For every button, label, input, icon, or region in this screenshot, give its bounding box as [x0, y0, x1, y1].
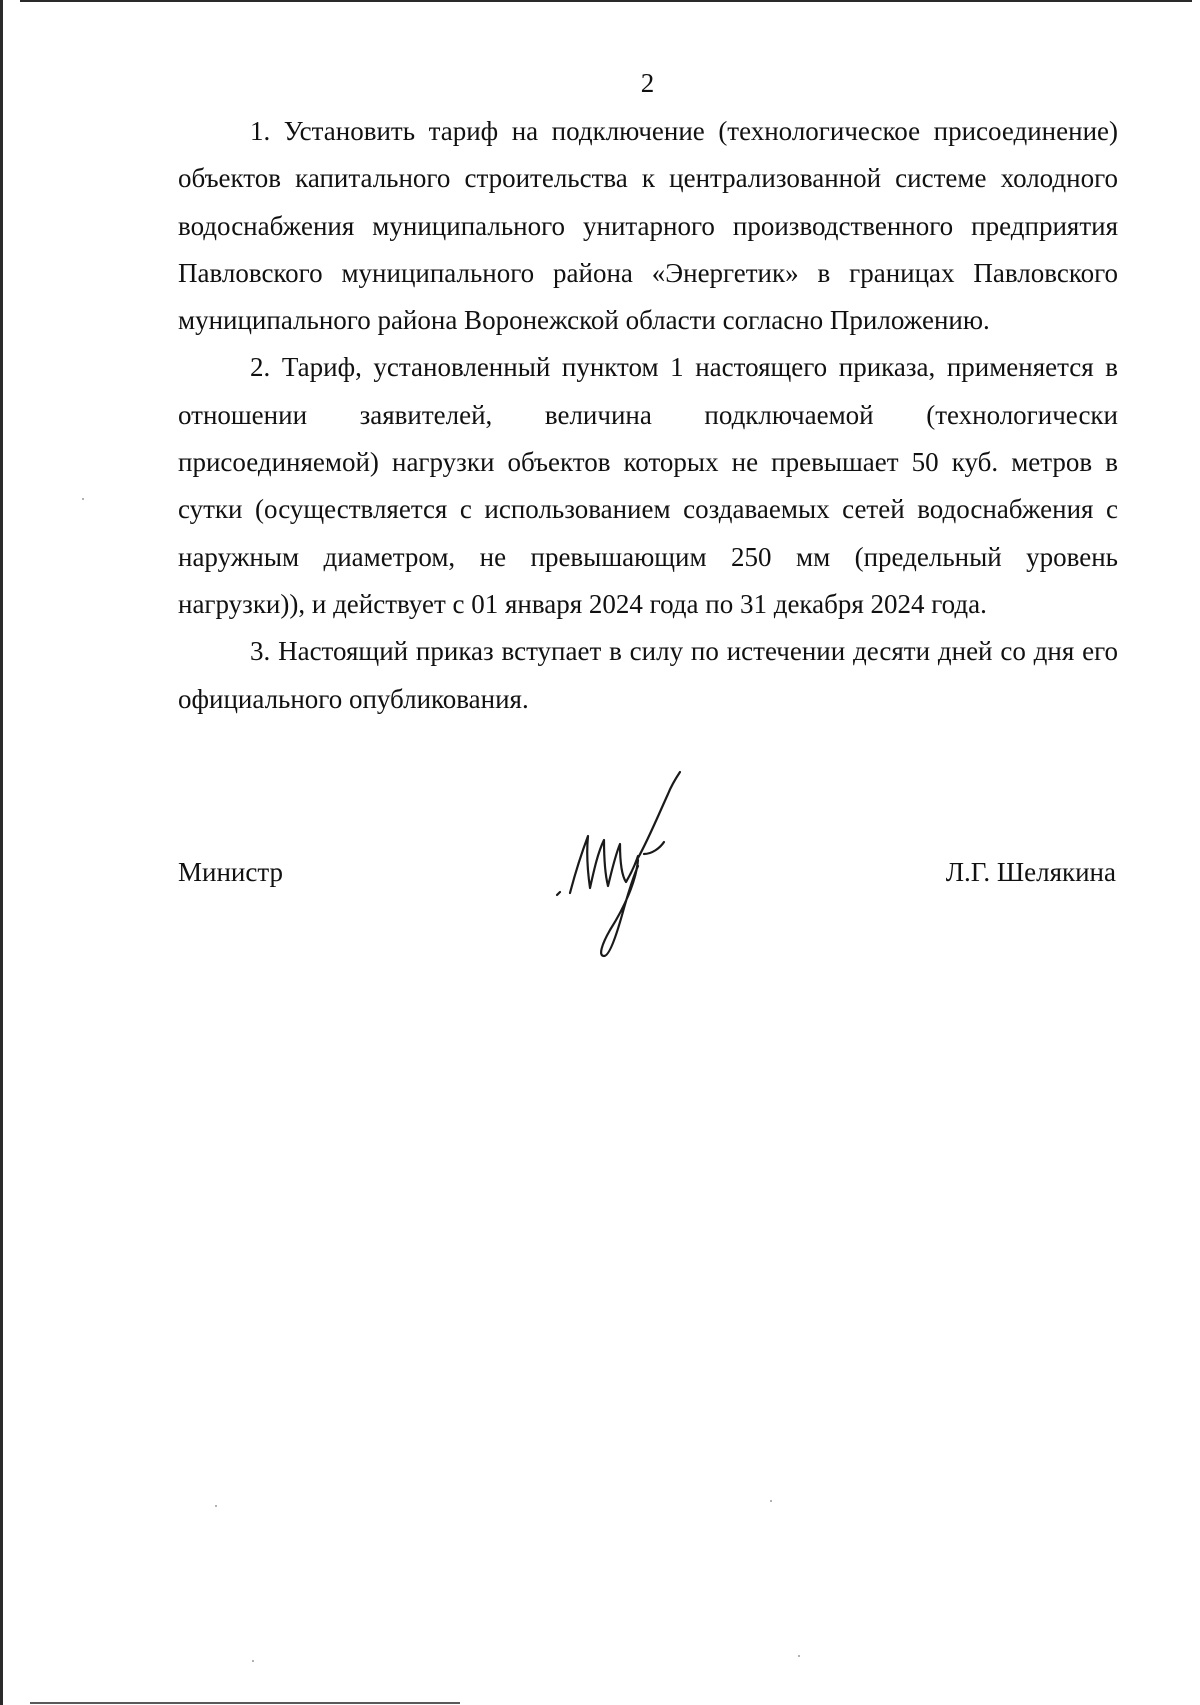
paragraph-2: 2. Тариф, установленный пунктом 1 настоящего приказа, применяется в отношении заявителей, величина подключаемой (технологически присоединяемой) нагрузки объектов которых не превышает 50 куб. метров в сутки (осуществляется с использованием создаваемых сетей водоснабжения с наружным диаметром, не превышающим 250 мм (предельный уровень нагрузки)), и действует с 01 января 2024 года по 31 декабря 2024 года.	[178, 352, 1118, 619]
signatory-position: Министр	[178, 857, 283, 887]
scan-speck	[215, 1505, 217, 1507]
order-body	[178, 108, 1118, 723]
page-number: 2	[640, 68, 655, 98]
scan-border-bottom	[30, 1702, 460, 1704]
signatory-name: Л.Г. Шелякина	[945, 857, 1116, 887]
scan-border-top	[20, 0, 1192, 2]
scan-border-left	[0, 0, 3, 1705]
scan-speck	[798, 1655, 800, 1657]
paragraph-1: 1. Установить тариф на подключение (технологическое присоединение) объектов капитального строительства к централизованной системе холодного водоснабжения муниципального унитарного производственного предприятия Павловского муниципального района «Энергетик» в границах Павловского муниципального района Воронежской области согласно Приложению.	[178, 116, 1118, 336]
handwritten-signature	[552, 770, 712, 960]
paragraph-3: 3. Настоящий приказ вступает в силу по истечении десяти дней со дня его официального опубликования.	[178, 636, 1118, 714]
scan-speck	[252, 1660, 254, 1662]
scan-speck	[770, 1500, 772, 1502]
scan-speck	[82, 498, 84, 500]
